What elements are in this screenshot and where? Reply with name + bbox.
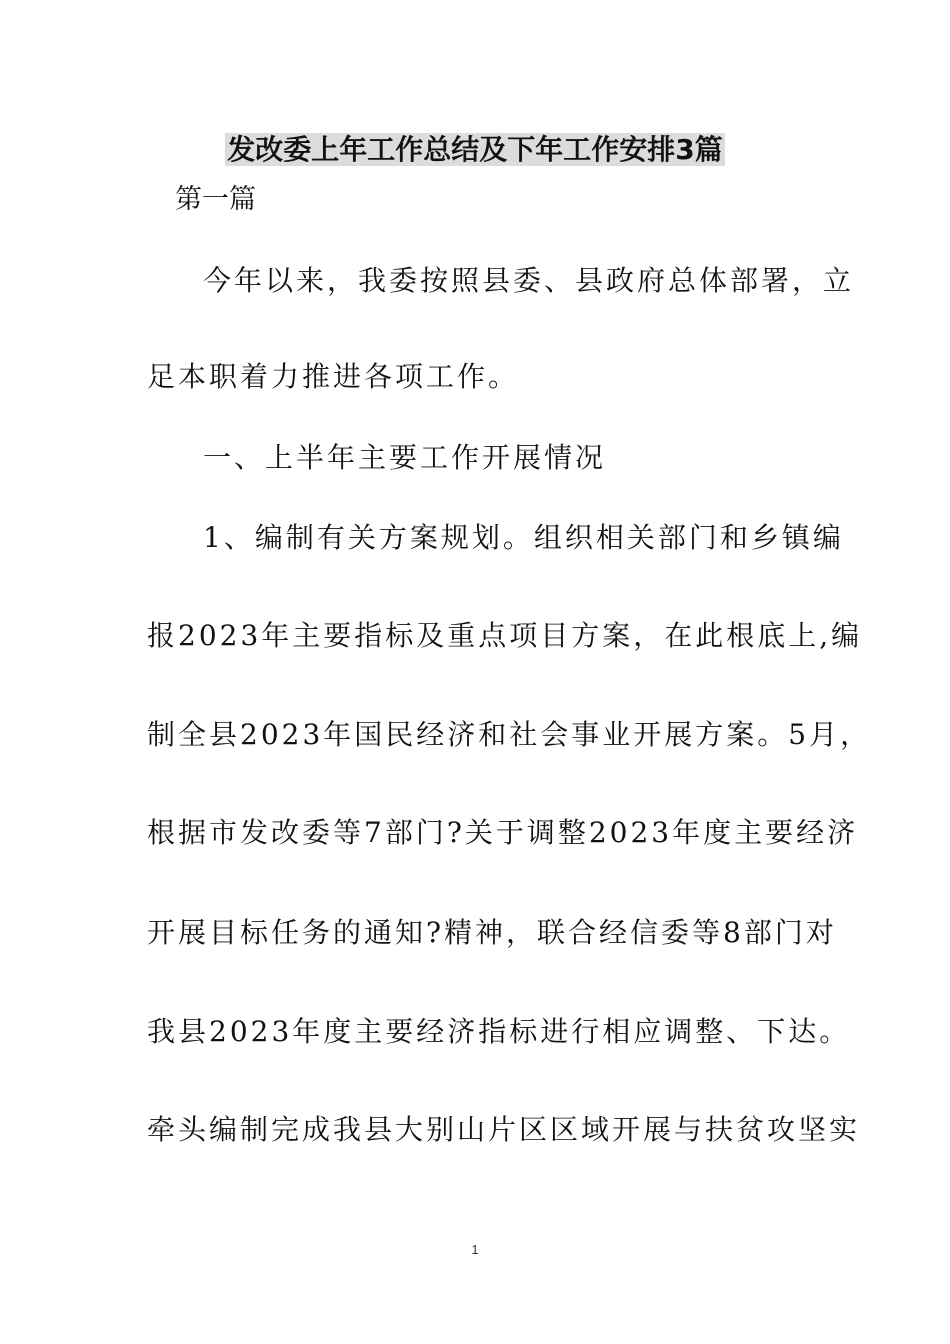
body-line-5: 制全县2023年国民经济和社会事业开展方案。5月， (147, 718, 872, 751)
body-line-4: 报2023年主要指标及重点项目方案，在此根底上,编 (147, 619, 863, 652)
document-title (0, 128, 950, 172)
body-line-8: 我县2023年度主要经济指标进行相应调整、下达。 (147, 1015, 851, 1048)
body-line-6: 根据市发改委等7部门?关于调整2023年度主要经济 (147, 816, 859, 849)
section-label: 第一篇 (175, 184, 256, 215)
body-line-2: 足本职着力推进各项工作。 (147, 360, 520, 393)
body-line-3: 1、编制有关方案规划。组织相关部门和乡镇编 (203, 521, 844, 554)
page-number: 1 (471, 1242, 479, 1257)
body-line-9: 牵头编制完成我县大别山片区区域开展与扶贫攻坚实 (147, 1113, 861, 1146)
title-text: 发改委上年工作总结及下年工作安排3篇 (227, 133, 723, 166)
body-line-1: 今年以来，我委按照县委、县政府总体部署，立 (203, 264, 855, 297)
section-heading: 一、上半年主要工作开展情况 (203, 441, 607, 474)
body-line-7: 开展目标任务的通知?精神，联合经信委等8部门对 (147, 916, 837, 949)
